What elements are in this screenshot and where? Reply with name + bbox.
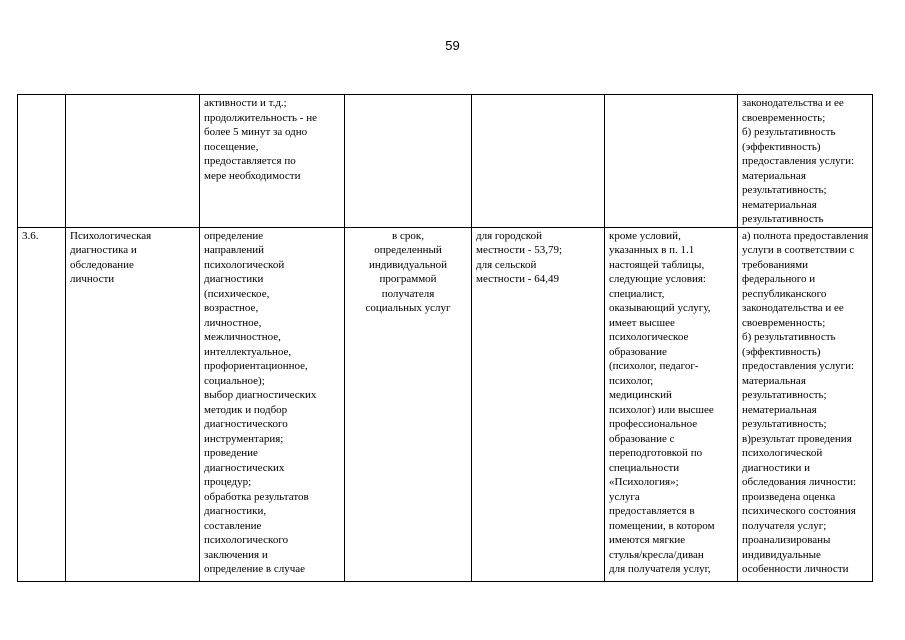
cell-indicators	[738, 227, 873, 581]
text-line: получателя услуг;	[742, 519, 827, 532]
text-line: индивидуальной	[368, 258, 448, 271]
text-line: определенный	[374, 244, 442, 256]
text-line: местности - 64,49	[476, 273, 559, 285]
text-line: услуги в соответствии с	[742, 244, 855, 256]
text-line: (психолог, педагог-	[609, 360, 699, 372]
text-line: диагностики и	[742, 461, 810, 474]
text-line: интеллектуальное,	[204, 345, 292, 358]
text-line: предоставляется в	[609, 505, 695, 517]
text-line: медицинский	[609, 389, 672, 401]
text-line: посещение,	[204, 140, 259, 153]
text-line: процедур;	[204, 476, 252, 488]
cell-term	[345, 95, 472, 228]
text-line: обработка результатов	[204, 490, 309, 503]
text-line: результативность;	[742, 418, 827, 430]
text-line: методик и подбор	[204, 403, 288, 416]
text-line: результативность	[742, 213, 824, 225]
text-line: более 5 минут за одно	[204, 126, 308, 138]
text-line: психолог) или высшее	[609, 403, 714, 416]
text-line: психологической	[742, 447, 823, 459]
text-line: диагностики	[204, 273, 264, 285]
text-line: психологическое	[609, 331, 689, 343]
text-line: социальное);	[204, 374, 265, 387]
text-line: психического состояния	[742, 505, 856, 517]
text-line: проанализированы	[742, 534, 831, 546]
cell-tariff	[472, 227, 605, 581]
text-line: для городской	[476, 229, 542, 242]
text-line: психолог,	[609, 374, 654, 387]
table-row	[18, 227, 873, 581]
text-line: профориентационное,	[204, 360, 308, 372]
text-line: особенности личности	[742, 563, 849, 575]
text-line: образование	[609, 345, 667, 358]
text-line: б) результативность	[742, 331, 836, 343]
text-line: получателя	[381, 287, 435, 300]
text-line: следующие условия:	[609, 273, 706, 285]
text-line: результативность;	[742, 389, 827, 401]
table-row	[18, 95, 873, 228]
text-line: предоставления услуги:	[742, 360, 855, 372]
text-line: федерального и	[742, 273, 816, 285]
row-number: 3.6.	[22, 229, 39, 242]
cell-service-name	[66, 227, 200, 581]
text-line: составление	[204, 519, 262, 532]
text-line: результативность;	[742, 184, 827, 196]
text-line: психологической	[204, 258, 285, 271]
text-line: диагностики,	[204, 505, 267, 517]
text-line: для получателя услуг,	[609, 563, 711, 575]
text-line: кроме условий,	[609, 229, 681, 242]
text-line: выбор диагностических	[204, 389, 317, 401]
text-line: активности и т.д.;	[204, 97, 287, 109]
text-line: мере необходимости	[204, 169, 301, 182]
text-line: а) полнота предоставления	[742, 229, 869, 242]
text-line: своевременность;	[742, 111, 826, 124]
services-table	[17, 94, 873, 582]
text-line: (эффективность)	[742, 140, 821, 153]
text-line: определение в случае	[204, 563, 305, 575]
text-line: законодательства и ее	[742, 97, 844, 109]
text-line: программой	[379, 273, 437, 285]
text-line: нематериальная	[742, 198, 817, 211]
cell-conditions	[605, 227, 738, 581]
text-line: переподготовкой по	[609, 447, 703, 459]
page-number: 59	[445, 38, 460, 53]
cell-description	[200, 95, 345, 228]
text-line: специальности	[609, 461, 680, 474]
text-line: указанных в п. 1.1	[609, 244, 695, 256]
text-line: имеются мягкие	[609, 534, 686, 546]
text-line: возрастное,	[204, 302, 259, 314]
cell-term	[345, 227, 472, 581]
text-line: профессиональное	[609, 418, 698, 430]
text-line: личности	[70, 273, 115, 285]
text-line: личностное,	[204, 316, 262, 329]
text-line: заключения и	[204, 548, 268, 561]
text-line: в срок,	[392, 229, 424, 242]
cell-number	[18, 227, 66, 581]
text-line: требованиями	[742, 258, 809, 271]
text-line: диагностических	[204, 461, 285, 474]
text-line: республиканского	[742, 287, 827, 300]
text-line: диагностического	[204, 418, 288, 430]
text-line: стулья/кресла/диван	[609, 548, 704, 561]
text-line: своевременность;	[742, 316, 826, 329]
text-line: имеет высшее	[609, 316, 675, 329]
text-line: предоставления услуги:	[742, 155, 855, 167]
text-line: местности - 53,79;	[476, 244, 563, 256]
text-line: инструментария;	[204, 432, 284, 445]
cell-tariff	[472, 95, 605, 228]
text-line: Психологическая	[70, 229, 152, 242]
text-line: направлений	[204, 244, 264, 256]
text-line: произведена оценка	[742, 490, 836, 503]
text-line: определение	[204, 229, 264, 242]
cell-service-name	[66, 95, 200, 228]
cell-conditions	[605, 95, 738, 228]
text-line: услуга	[609, 490, 640, 503]
text-line: обследования личности:	[742, 476, 857, 488]
text-line: индивидуальные	[742, 548, 821, 561]
text-line: межличностное,	[204, 331, 281, 343]
cell-indicators	[738, 95, 873, 228]
text-line: настоящей таблицы,	[609, 258, 705, 271]
text-line: б) результативность	[742, 126, 836, 138]
text-line: образование с	[609, 432, 675, 445]
text-line: диагностика и	[70, 244, 137, 256]
text-line: материальная	[742, 374, 806, 387]
text-line: в)результат проведения	[742, 432, 852, 445]
text-line: для сельской	[476, 258, 537, 271]
text-line: специалист,	[609, 287, 665, 300]
cell-number	[18, 95, 66, 228]
cell-description	[200, 227, 345, 581]
text-line: предоставляется по	[204, 155, 296, 167]
text-line: оказывающий услугу,	[609, 302, 711, 314]
text-line: «Психология»;	[609, 476, 679, 488]
text-line: помещении, в котором	[609, 519, 715, 532]
text-line: нематериальная	[742, 403, 817, 416]
text-line: социальных услуг	[365, 302, 451, 314]
text-line: проведение	[204, 447, 258, 459]
text-line: психологического	[204, 534, 289, 546]
text-line: (эффективность)	[742, 345, 821, 358]
text-line: продолжительность - не	[204, 111, 317, 124]
text-line: законодательства и ее	[742, 302, 844, 314]
text-line: (психическое,	[204, 287, 270, 300]
text-line: материальная	[742, 169, 806, 182]
text-line: обследование	[70, 258, 134, 271]
